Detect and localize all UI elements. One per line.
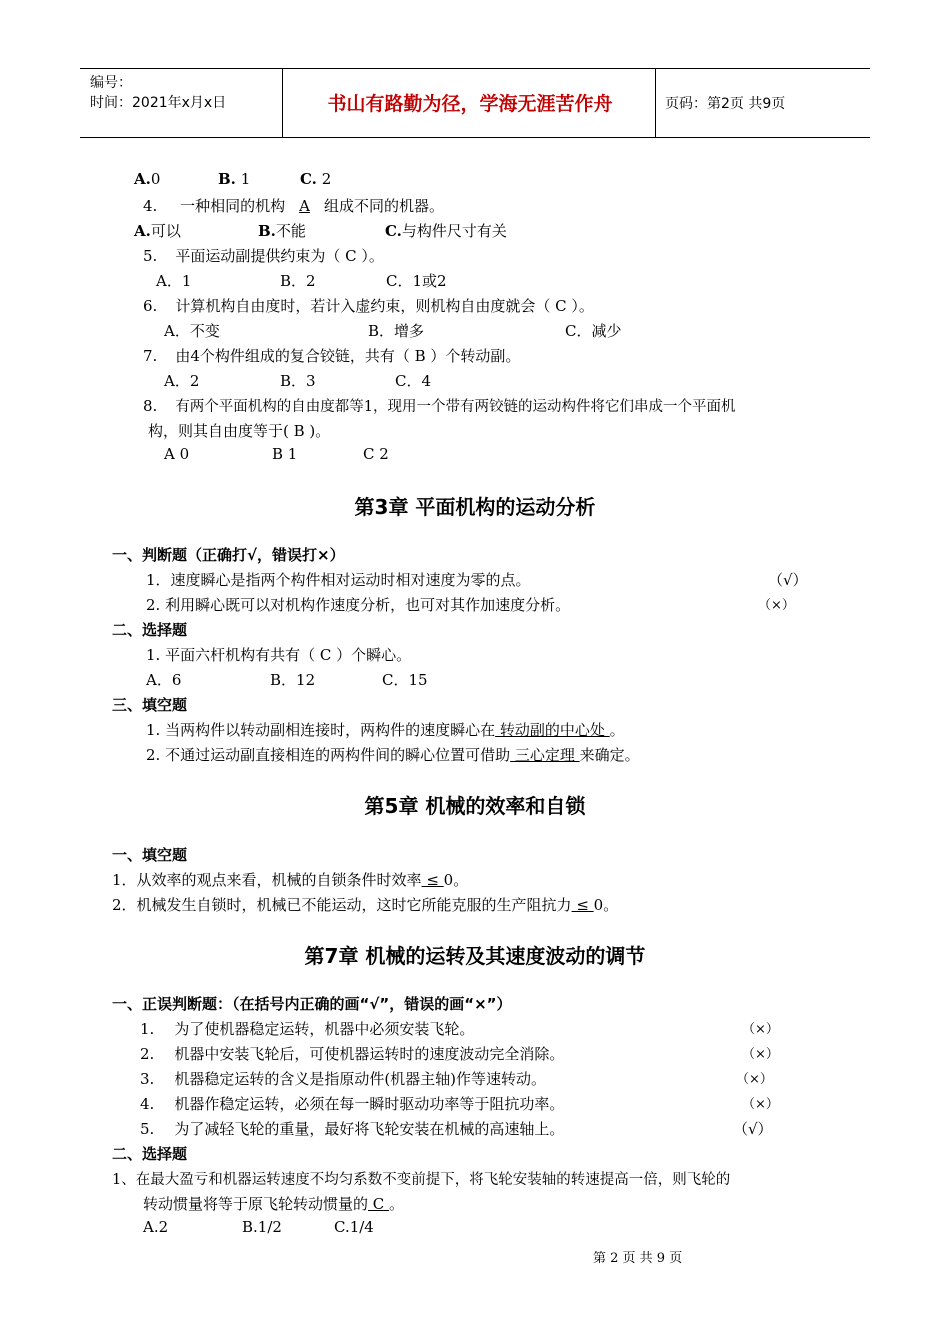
question-4 (143, 195, 444, 216)
chapter-7-title: 第7章 机械的运转及其速度波动的调节 (304, 944, 646, 968)
ch7-judge-answer: （×） (742, 1022, 779, 1037)
question-text: 为了使机器稳定运转，机器中必须安装飞轮。 (174, 1020, 475, 1038)
question-text: 机器稳定运转的含义是指原动件(机器主轴)作等速转动。 (174, 1070, 547, 1088)
header-meta (90, 73, 226, 113)
question-number: 1. (140, 1020, 155, 1038)
ch5-fill-q1 (112, 869, 468, 890)
question-text: 0。 (593, 896, 619, 914)
ch7-judge-item (140, 1118, 564, 1139)
q7-option-c: C．4 (395, 372, 432, 390)
question-text: 1. 当两构件以转动副相连接时，两构件的速度瞬心在 (146, 721, 496, 739)
q6-option-a: A．不变 (164, 322, 220, 340)
option-key: B. (218, 170, 236, 188)
option-key: C. (300, 170, 317, 188)
q8-option-b: B 1 (272, 445, 298, 463)
question-text: 0。 (443, 871, 469, 889)
ch3-fill-q2 (146, 744, 640, 765)
question-text: 1．从效率的观点来看，机械的自锁条件时效率 (112, 871, 422, 889)
question-number: 5. (140, 1120, 155, 1138)
option-key: B. (258, 222, 276, 240)
question-number: 6. (143, 297, 158, 315)
answer-blank: C (368, 1195, 390, 1213)
q5-option-c: C．1或2 (386, 272, 447, 290)
answer-blank: ≤ (571, 896, 594, 914)
q6-option-c: C．减少 (565, 322, 622, 340)
chapter-5-title: 第5章 机械的效率和自锁 (364, 794, 586, 818)
ch7-judge-item (140, 1018, 474, 1039)
ch7-judge-answer: （×） (742, 1047, 779, 1062)
ch7-section-1-heading: 一、正误判断题：（在括号内正确的画“√”，错误的画“×”） (112, 995, 512, 1013)
ch7-section-2-heading: 二、选择题 (112, 1145, 188, 1163)
ch3-choice-option-a: A．6 (146, 671, 182, 689)
option-value: 可以 (150, 222, 181, 240)
ch7-judge-item (140, 1068, 546, 1089)
question-text: 。 (609, 721, 625, 739)
ch7-choice-q1-line1: 1、在最大盈亏和机器运转速度不均匀系数不变前提下，将飞轮安装轴的转速提高一倍，则飞轮的 (112, 1172, 731, 1188)
header-motto: 书山有路勤为径，学海无涯苦作舟 (327, 93, 613, 115)
option-key: A. (134, 222, 151, 240)
ch3-fill-q1 (146, 719, 625, 740)
ch3-judge-q2: 2. 利用瞬心既可以对机构作速度分析，也可对其作加速度分析。 (146, 596, 571, 614)
q7-option-a: A．2 (164, 372, 200, 390)
option-value: 2 (321, 170, 332, 188)
page-footer: 第 2 页 共 9 页 (593, 1251, 683, 1266)
question-text: 。 (389, 1195, 405, 1213)
question-text: 2. 不通过运动副直接相连的两构件间的瞬心位置可借助 (146, 746, 511, 764)
ch3-judge-q2-answer: （×） (758, 598, 795, 613)
q7-option-b: B．3 (280, 372, 316, 390)
ch7-judge-item (140, 1043, 564, 1064)
ch3-judge-q1: 1．速度瞬心是指两个构件相对运动时相对速度为零的点。 (146, 571, 531, 589)
chapter-3-title: 第3章 平面机构的运动分析 (354, 495, 596, 519)
question-text: 2．机械发生自锁时，机械已不能运动，这时它所能克服的生产阻抗力 (112, 896, 572, 914)
question-text: 一种相同的机构 (180, 197, 286, 215)
option-value: 与构件尺寸有关 (401, 222, 507, 240)
ch7-judge-answer: （×） (736, 1072, 773, 1087)
question-6 (143, 295, 594, 316)
q4-option-c (385, 220, 507, 241)
question-text: 计算机构自由度时，若计入虚约束，则机构自由度就会（ C ）。 (175, 297, 594, 315)
option-value: 不能 (275, 222, 306, 240)
ch7-choice-q1-line2 (143, 1193, 404, 1214)
question-7 (143, 345, 520, 366)
ch3-judge-q1-answer: （√） (768, 571, 808, 589)
header-page-info: 页码：第2页 共9页 (665, 96, 786, 112)
question-8 (143, 395, 736, 416)
ch7-choice-option-a: A.2 (143, 1218, 169, 1236)
q3-options (134, 170, 160, 188)
q5-option-a: A．1 (156, 272, 192, 290)
option-value: 1 (240, 170, 251, 188)
q6-option-b: B．增多 (368, 322, 425, 340)
ch7-judge-answer: （√） (733, 1120, 773, 1138)
option-key: A. (134, 170, 151, 188)
question-number: 2. (140, 1045, 155, 1063)
question-text: 有两个平面机构的自由度都等1，现用一个带有两铰链的运动构件将它们串成一个平面机 (175, 399, 736, 415)
option-value: 0 (150, 170, 161, 188)
answer-blank: 三心定理 (510, 746, 580, 764)
q4-option-b (258, 220, 306, 241)
question-text: 转动惯量将等于原飞轮转动惯量的 (143, 1195, 369, 1213)
ch3-choice-option-b: B．12 (270, 671, 316, 689)
q8-option-a: A 0 (164, 445, 190, 463)
ch3-choice-option-c: C．15 (382, 671, 428, 689)
page-header (80, 68, 870, 138)
ch3-section-2-heading: 二、选择题 (112, 621, 188, 639)
question-number: 7. (143, 347, 158, 365)
ch5-section-1-heading: 一、填空题 (112, 846, 188, 864)
ch7-judge-item (140, 1093, 564, 1114)
ch7-judge-answer: （×） (742, 1097, 779, 1112)
ch7-choice-option-b: B.1/2 (242, 1218, 282, 1236)
option-key: C. (385, 222, 402, 240)
answer-blank: ≤ (421, 871, 444, 889)
q4-option-a (134, 220, 181, 241)
ch3-section-1-heading: 一、判断题（正确打√，错误打×） (112, 546, 345, 564)
ch5-fill-q2 (112, 894, 618, 915)
question-number: 8. (143, 397, 158, 415)
question-text: 来确定。 (579, 746, 640, 764)
question-text: 机器作稳定运转，必须在每一瞬时驱动功率等于阻抗功率。 (174, 1095, 565, 1113)
question-text: 平面运动副提供约束为（ C ）。 (175, 247, 384, 265)
question-text: 由4个构件组成的复合铰链，共有（ B ）个转动副。 (175, 347, 521, 365)
question-number: 4. (140, 1095, 155, 1113)
number-label: 编号： (90, 75, 132, 91)
answer-blank: A (299, 197, 310, 215)
ch7-choice-option-c: C.1/4 (334, 1218, 374, 1236)
q8-option-c: C 2 (363, 445, 389, 463)
question-number: 5. (143, 247, 158, 265)
ch3-section-3-heading: 三、填空题 (112, 696, 188, 714)
time-label: 时间：2021年x月x日 (90, 95, 227, 111)
answer-blank: 转动副的中心处 (495, 721, 610, 739)
question-number: 4. (143, 197, 158, 215)
question-text: 为了减轻飞轮的重量，最好将飞轮安装在机械的高速轴上。 (174, 1120, 565, 1138)
q3-option-b (218, 170, 250, 188)
question-text: 机器中安装飞轮后，可使机器运转时的速度波动完全消除。 (174, 1045, 565, 1063)
question-number: 3. (140, 1070, 155, 1088)
question-text: 组成不同的机器。 (323, 197, 444, 215)
ch3-choice-q1: 1. 平面六杆机构有共有（ C ）个瞬心。 (146, 646, 412, 664)
question-5 (143, 245, 384, 266)
q3-option-c (300, 170, 331, 188)
question-8-line2: 构，则其自由度等于( B )。 (148, 422, 331, 440)
q5-option-b: B．2 (280, 272, 316, 290)
